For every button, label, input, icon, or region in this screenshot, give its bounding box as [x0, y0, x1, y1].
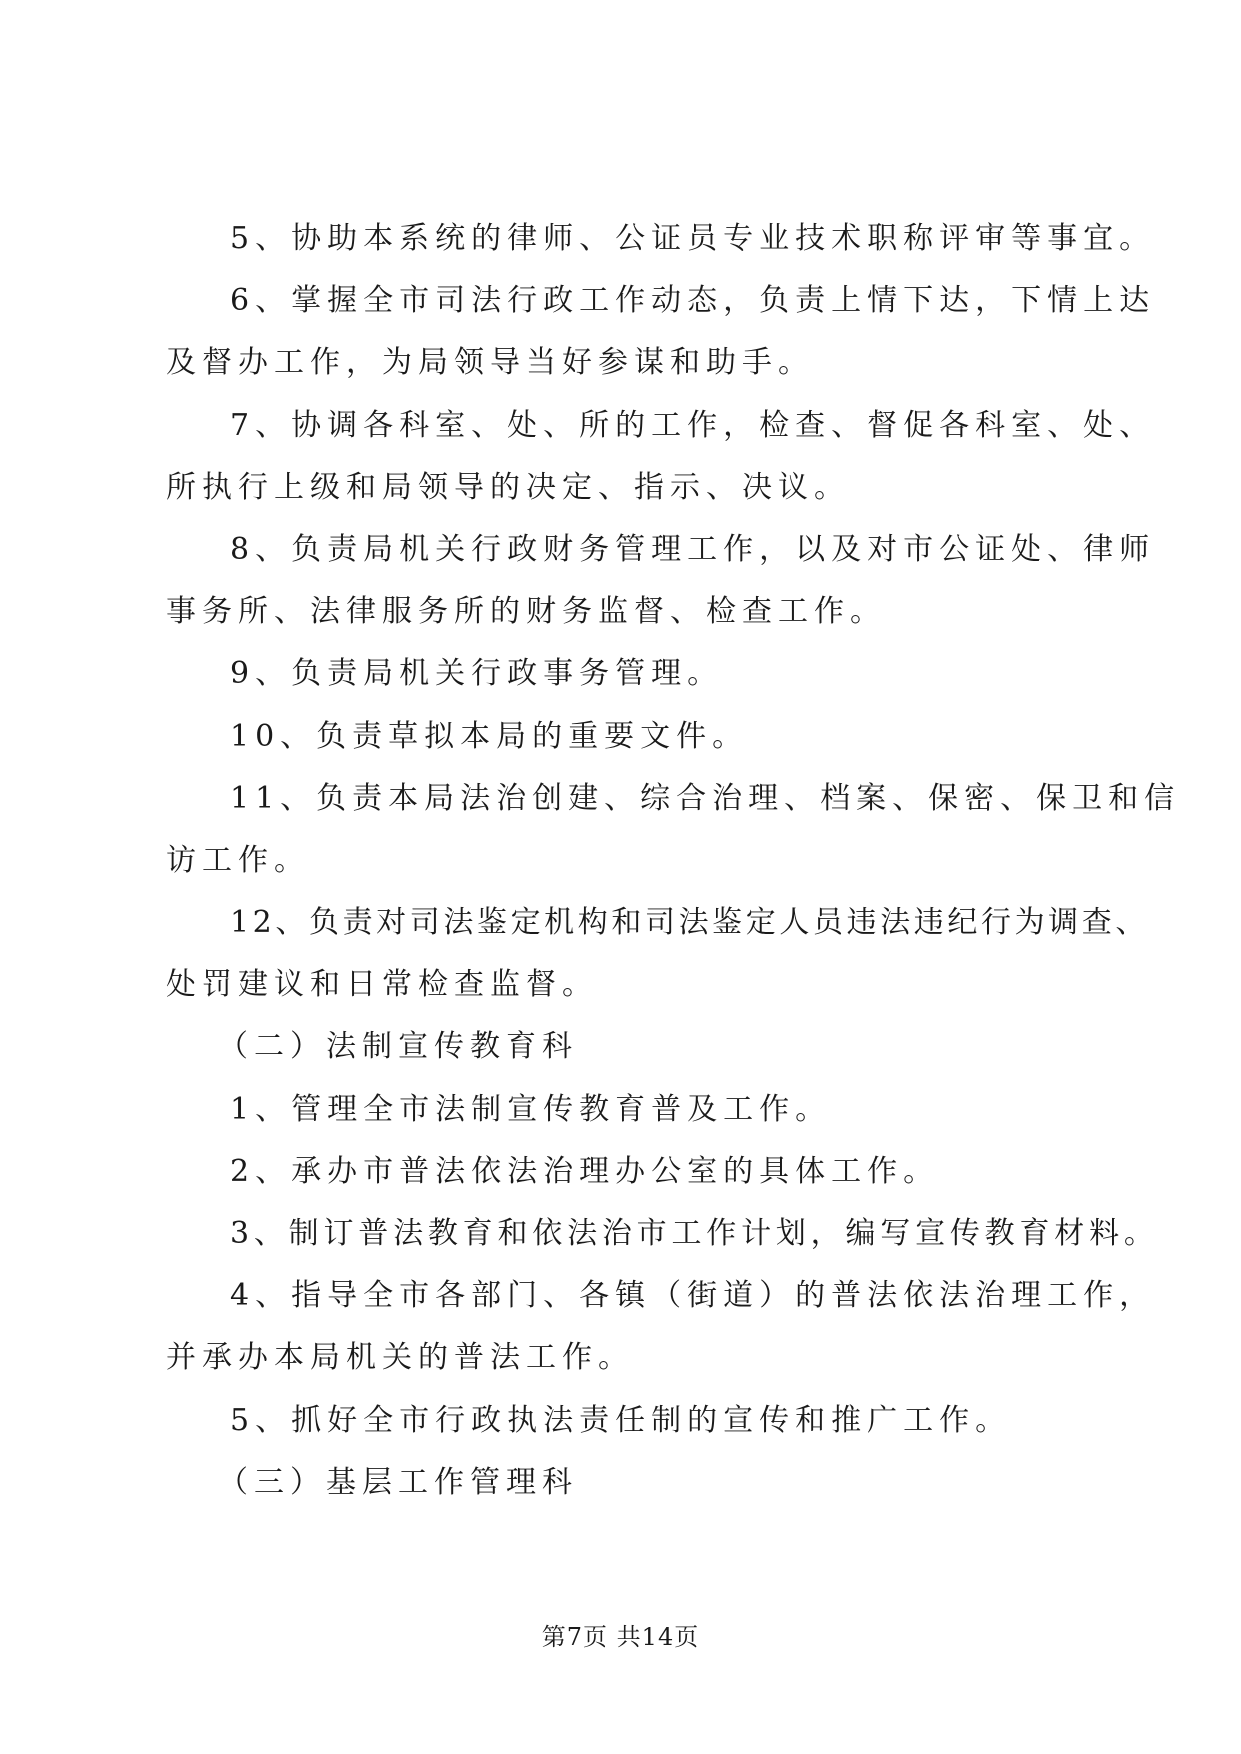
document-body	[166, 221, 1181, 1530]
paragraph-line: 7、协调各科室、处、所的工作，检查、督促各科室、处、	[230, 407, 1156, 443]
paragraph-line: 及督办工作，为局领导当好参谋和助手。	[166, 345, 814, 381]
paragraph-line: 6、掌握全市司法行政工作动态，负责上情下达，下情上达	[230, 283, 1156, 319]
paragraph-line: 处罚建议和日常检查监督。	[166, 967, 598, 1003]
paragraph-line: 10、负责草拟本局的重要文件。	[230, 718, 749, 754]
paragraph-line: 并承办本局机关的普法工作。	[166, 1340, 634, 1376]
paragraph-line: 2、承办市普法依法治理办公室的具体工作。	[230, 1153, 940, 1189]
paragraph-line: 9、负责局机关行政事务管理。	[230, 656, 724, 692]
paragraph-line: 5、协助本系统的律师、公证员专业技术职称评审等事宜。	[230, 221, 1156, 256]
paragraph-line: 11、负责本局法治创建、综合治理、档案、保密、保卫和信	[230, 780, 1181, 816]
paragraph-line: 5、抓好全市行政执法责任制的宣传和推广工作。	[230, 1402, 1012, 1438]
paragraph-line: 事务所、法律服务所的财务监督、检查工作。	[166, 594, 886, 630]
page-number-footer: 第7页 共14页	[541, 1623, 700, 1651]
paragraph-line: 1、管理全市法制宣传教育普及工作。	[230, 1091, 832, 1127]
paragraph-line: 所执行上级和局领导的决定、指示、决议。	[166, 469, 850, 505]
paragraph-line: 12、负责对司法鉴定机构和司法鉴定人员违法违纪行为调查、	[230, 905, 1149, 941]
paragraph-line: 8、负责局机关行政财务管理工作，以及对市公证处、律师	[230, 531, 1156, 567]
section-heading: （三）基层工作管理科	[218, 1464, 578, 1500]
paragraph-line: 3、制订普法教育和依法治市工作计划，编写宣传教育材料。	[230, 1216, 1159, 1251]
section-heading: （二）法制宣传教育科	[218, 1029, 578, 1065]
paragraph-line: 4、指导全市各部门、各镇（街道）的普法依法治理工作，	[230, 1278, 1156, 1314]
paragraph-line: 访工作。	[166, 842, 310, 878]
